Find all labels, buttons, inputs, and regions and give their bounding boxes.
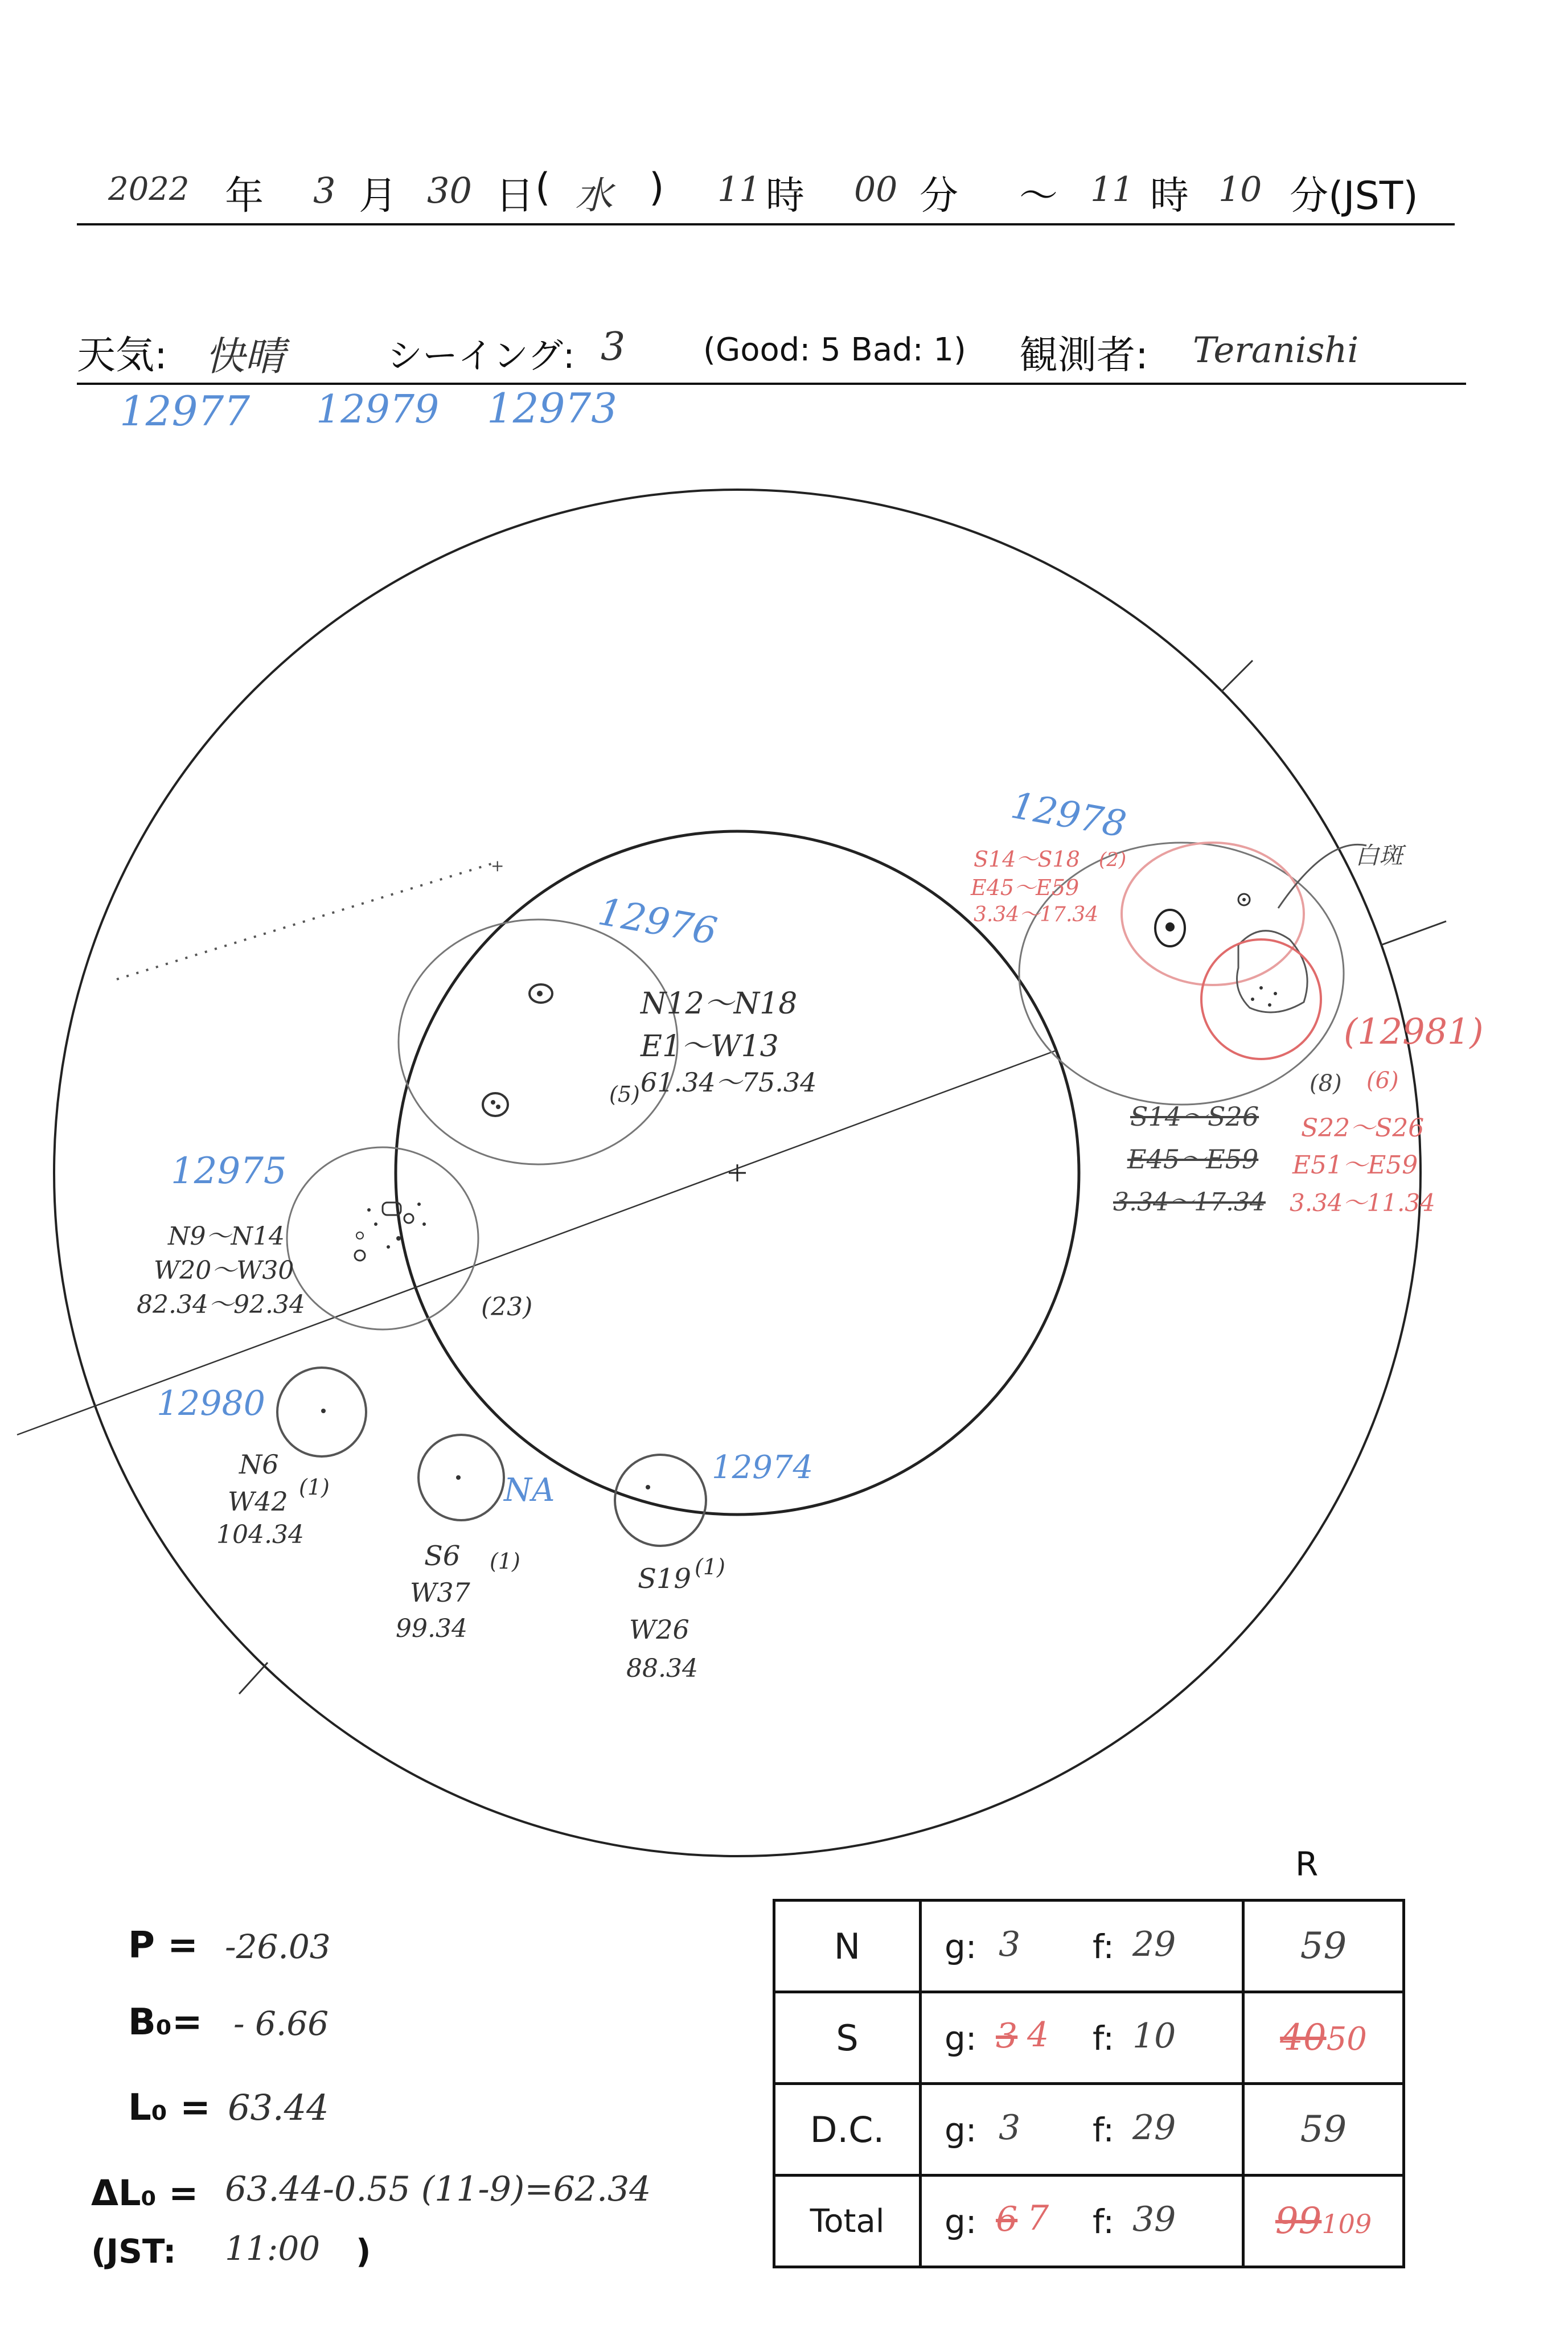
region-12974-outline bbox=[615, 1455, 706, 1546]
f-value-s: 10 bbox=[1132, 2016, 1176, 2056]
struck-lat: S14〜S26 bbox=[1130, 1101, 1259, 1132]
region-12976-outline bbox=[399, 920, 678, 1164]
f-key: f: bbox=[1093, 2019, 1114, 2058]
region-12978-lng: 3.34〜17.34 bbox=[974, 903, 1099, 926]
end-hour: 11 bbox=[1090, 170, 1134, 210]
region-12974-lng: 88.34 bbox=[626, 1654, 698, 1683]
region-12976-count: (5) bbox=[609, 1082, 640, 1107]
row-label-n: N bbox=[774, 1901, 921, 1992]
table-row bbox=[774, 2084, 1404, 2176]
f-value-n: 29 bbox=[1132, 1924, 1176, 1964]
region-12980-lng: 104.34 bbox=[216, 1520, 304, 1549]
start-hour: 11 bbox=[717, 170, 761, 210]
r-value-s: 50 bbox=[1326, 2021, 1367, 2058]
region-12975-id: 12975 bbox=[171, 1150, 287, 1192]
cell-gf-dc bbox=[921, 2084, 1243, 2176]
cell-gf-s bbox=[921, 1992, 1243, 2084]
r-value-dc: 59 bbox=[1300, 2108, 1347, 2151]
b0-value: - 6.66 bbox=[233, 2004, 329, 2043]
f-value-total: 39 bbox=[1132, 2199, 1176, 2239]
g-value-s: 4 bbox=[1027, 2015, 1049, 2055]
r-old-value-total: 99 bbox=[1275, 2200, 1322, 2242]
start-min-unit: 分 bbox=[920, 174, 959, 219]
dl0-label: ΔL₀ = bbox=[91, 2172, 199, 2214]
region-12978-lat: S14〜S18 bbox=[974, 847, 1080, 872]
month-unit: 月 bbox=[359, 174, 398, 219]
region-12976-id: 12976 bbox=[594, 889, 721, 954]
row-label-s: S bbox=[774, 1992, 921, 2084]
region-12978-id: 12978 bbox=[1008, 784, 1130, 847]
r-old-value-s: 40 bbox=[1280, 2017, 1327, 2059]
f-key: f: bbox=[1093, 1927, 1114, 1966]
sunspot-12976-b bbox=[483, 1093, 508, 1116]
region-12981-lat: S22〜S26 bbox=[1301, 1114, 1425, 1143]
top-region-3: 12973 bbox=[487, 384, 618, 432]
region-12981-id: (12981) bbox=[1344, 1011, 1484, 1052]
start-min: 00 bbox=[854, 170, 898, 210]
cell-gf-n bbox=[921, 1901, 1243, 1992]
table-row bbox=[774, 2176, 1404, 2267]
g-old-value-total: 6 bbox=[996, 2199, 1018, 2239]
g-value-n: 3 bbox=[999, 1924, 1021, 1964]
top-region-1: 12977 bbox=[120, 387, 251, 435]
sunspot-count-table bbox=[773, 1899, 1405, 2268]
faculae-label: 白斑 bbox=[1355, 842, 1403, 869]
end-min: 10 bbox=[1218, 170, 1262, 210]
cell-r-s bbox=[1243, 1992, 1404, 2084]
time-tilde: ～ bbox=[1019, 174, 1058, 219]
b0-label: B₀= bbox=[128, 2001, 203, 2043]
month-value: 3 bbox=[313, 170, 336, 211]
g-key: g: bbox=[945, 1927, 977, 1966]
region-na-lng: 99.34 bbox=[396, 1614, 467, 1643]
axis-tick-bottom bbox=[239, 1663, 268, 1694]
region-na-lon: W37 bbox=[410, 1577, 470, 1608]
year-value: 2022 bbox=[108, 171, 190, 208]
region-12976-lng: 61.34〜75.34 bbox=[641, 1067, 817, 1098]
cell-r-dc bbox=[1243, 2084, 1404, 2176]
row-label-total: Total bbox=[774, 2176, 921, 2267]
axis-tick-right bbox=[1381, 921, 1446, 945]
dotted-trail bbox=[117, 863, 495, 979]
weather-label: 天気: bbox=[77, 333, 167, 378]
end-hour-unit: 時 bbox=[1150, 174, 1189, 219]
g-value-total: 7 bbox=[1027, 2198, 1049, 2238]
region-12974-id: 12974 bbox=[712, 1449, 814, 1486]
axis-tick-top bbox=[1221, 660, 1253, 692]
weekday-close: ) bbox=[649, 165, 664, 210]
region-12981-lng: 3.34〜11.34 bbox=[1290, 1189, 1435, 1217]
g-value-dc: 3 bbox=[999, 2108, 1021, 2148]
weather-value: 快晴 bbox=[205, 333, 285, 380]
region-12975-count: (23) bbox=[481, 1292, 533, 1322]
cell-r-total bbox=[1243, 2176, 1404, 2267]
year-unit: 年 bbox=[225, 174, 264, 219]
seeing-scale: (Good: 5 Bad: 1) bbox=[703, 331, 966, 368]
region-12980-count: (1) bbox=[299, 1475, 330, 1500]
region-12981-count: (6) bbox=[1366, 1068, 1399, 1094]
f-value-dc: 29 bbox=[1132, 2108, 1176, 2148]
region-12976-lat: N12〜N18 bbox=[641, 987, 798, 1021]
cell-r-n bbox=[1243, 1901, 1404, 1992]
region-na-outline bbox=[418, 1435, 504, 1520]
table-r-header: R bbox=[1295, 1845, 1319, 1883]
seeing-value: 3 bbox=[601, 325, 626, 370]
row-label-dc: D.C. bbox=[774, 2084, 921, 2176]
observer-label: 観測者: bbox=[1019, 333, 1148, 378]
region-12981-red-outline bbox=[1201, 939, 1321, 1059]
region-12980-lon: W42 bbox=[228, 1486, 288, 1517]
start-hour-unit: 時 bbox=[766, 174, 805, 219]
jst-close: ) bbox=[356, 2232, 371, 2271]
weekday-open: ( bbox=[535, 165, 551, 210]
region-12980-id: 12980 bbox=[157, 1384, 265, 1423]
svg-text:+: + bbox=[491, 856, 504, 875]
f-key: f: bbox=[1093, 2111, 1114, 2149]
region-12975-lon: W20〜W30 bbox=[154, 1256, 294, 1285]
cell-gf-total bbox=[921, 2176, 1243, 2267]
end-min-unit: 分(JST) bbox=[1290, 174, 1418, 219]
region-12978-lon: E45〜E59 bbox=[971, 875, 1079, 900]
g-key: g: bbox=[945, 2111, 977, 2149]
struck-lng: 3.34〜17.34 bbox=[1113, 1188, 1266, 1217]
g-key: g: bbox=[945, 2019, 977, 2058]
seeing-label: シーイング: bbox=[387, 335, 575, 376]
l0-value: 63.44 bbox=[228, 2087, 329, 2128]
region-12975-lat: N9〜N14 bbox=[168, 1222, 285, 1251]
observer-value: Teranishi bbox=[1193, 329, 1359, 371]
struck-count: (8) bbox=[1310, 1070, 1342, 1097]
region-12978-count: (2) bbox=[1099, 848, 1127, 871]
region-12975-lng: 82.34〜92.34 bbox=[137, 1290, 305, 1319]
region-12980-lat: N6 bbox=[239, 1449, 279, 1480]
jst-label: (JST: bbox=[91, 2232, 176, 2271]
table-row bbox=[774, 1901, 1404, 1992]
p-value: -26.03 bbox=[225, 1927, 331, 1966]
table-row bbox=[774, 1992, 1404, 2084]
region-12975-outline bbox=[287, 1147, 478, 1329]
struck-lon: E45〜E59 bbox=[1127, 1144, 1259, 1175]
l0-label: L₀ = bbox=[128, 2087, 211, 2129]
dl0-value: 63.44-0.55 (11-9)=62.34 bbox=[225, 2169, 651, 2209]
f-key: f: bbox=[1093, 2202, 1114, 2241]
region-na-count: (1) bbox=[490, 1549, 520, 1574]
day-unit: 日 bbox=[495, 174, 535, 219]
p-label: P = bbox=[128, 1924, 198, 1967]
region-na-lat: S6 bbox=[424, 1540, 461, 1572]
weekday-value: 水 bbox=[575, 174, 613, 217]
region-na-id: NA bbox=[504, 1472, 555, 1509]
region-12974-lat: S19 bbox=[638, 1563, 691, 1595]
g-key: g: bbox=[945, 2202, 977, 2241]
r-value-n: 59 bbox=[1300, 1925, 1347, 1967]
g-old-value-s: 3 bbox=[996, 2016, 1018, 2056]
jst-value: 11:00 bbox=[225, 2229, 321, 2268]
region-12974-lon: W26 bbox=[629, 1614, 689, 1645]
region-12976-lon: E1〜W13 bbox=[641, 1029, 779, 1064]
region-12974-count: (1) bbox=[695, 1554, 725, 1579]
top-region-2: 12979 bbox=[316, 387, 440, 432]
r-value-total: 109 bbox=[1321, 2209, 1372, 2239]
region-12981-lon: E51〜E59 bbox=[1292, 1151, 1418, 1180]
day-value: 30 bbox=[427, 170, 472, 211]
